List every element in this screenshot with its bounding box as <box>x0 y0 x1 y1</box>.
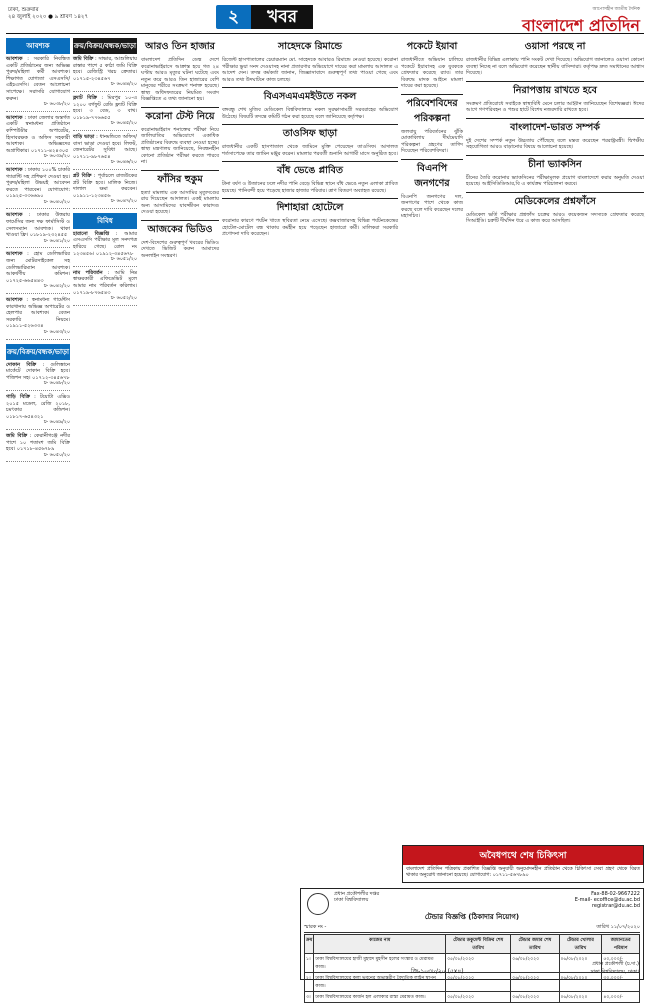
tender-cell-sale: ০৫/০৮/২০২০ <box>446 991 511 1002</box>
article-13 <box>141 170 219 216</box>
article-4 <box>222 124 398 157</box>
article-body: মেডিকেল ভর্তি পরীক্ষার প্রশ্নফাঁস চক্রের আরও কয়েকজন সদস্যকে গ্রেফতার করেছে সিআইডি। চক্রটি দীর্ঘদিন ধরে এ কাজ করে আসছিল। <box>466 211 644 224</box>
classified-ad-body: ধানমন্ডিতে অফিস/বাসা ভাড়া দেওয়া হবে। লিফট, জেনারেটর সুবিধা আছে। ০১৭১১-৯৮৭৬৫৪ <box>73 133 137 160</box>
newspaper-logo <box>522 6 640 40</box>
classifieds-column-2 <box>73 38 137 309</box>
news-column-1 <box>141 38 219 263</box>
tender-org: ঢাকা বিশ্ববিদ্যালয় <box>334 897 369 904</box>
classified-ad-body: সাভার, আশুলিয়ায় রাস্তার পাশে ৫ কাঠা জমি বিক্রি হবে। রেজিস্ট্রি খরচ ক্রেতার। ০১৭১৫-২৩৪৫৬৭ <box>73 56 137 82</box>
ad-number: জি-১০৩৮/২০ (৫x৪) <box>411 968 464 975</box>
article-body: করোনাভাইরাস শনাক্তের পরীক্ষা নিয়ে জালিয়াতির অভিযোগে একাধিক প্রতিষ্ঠানের বিরুদ্ধে ব্যবস্থা নেওয়া হচ্ছে। স্বাস্থ্য মন্ত্রণালয় জানিয়েছে, নিবন্ধনহীন কোনো প্রতিষ্ঠান পরীক্ষা করতে পারবে না। <box>141 126 219 165</box>
classified-ad-body: টয়োটা এক্সিও ২০১৫ মডেল, রেজি ২০১৮, চমৎকার কন্ডিশন। ০১৮১৭-৬৫৪৩২১ <box>6 393 71 420</box>
article-9 <box>466 81 644 114</box>
article-body: দুই দেশের সম্পর্ক নতুন উচ্চতায় পৌঁছেছে বলে মন্তব্য করেছেন পররাষ্ট্রমন্ত্রী। দ্বিপক্ষীয় সহযোগিতা আরও বাড়ানোর বিষয়ে আলোচনা হয়েছে। <box>466 137 644 150</box>
page-label <box>216 5 313 29</box>
article-body: সংক্রমণ প্রতিরোধে সবাইকে স্বাস্থ্যবিধি মেনে চলার আহ্বান জানিয়েছেন বিশেষজ্ঞরা। ঈদের আগে গণপরিবহন ও পশুর হাটে বিশেষ নজরদারি রাখতে হবে। <box>466 100 644 113</box>
classified-ad-code: চ- ৬০৪৮/২০ <box>43 381 70 387</box>
tender-column-header: টেন্ডার জমার শেষ তারিখ <box>511 934 559 953</box>
article-headline: বিএনপি জনগণের <box>401 159 463 192</box>
classified-ad-title: দোকান বিক্রি <box>6 361 37 368</box>
masthead <box>6 4 644 34</box>
tender-head <box>304 891 640 910</box>
news-column-3 <box>401 38 463 224</box>
classified-ad-title: জমি বিক্রি <box>73 56 94 62</box>
tender-cell-deposit: ৫০,০০০/- <box>602 953 640 972</box>
classified-ad-code: চ- ৬০৪৯/২০ <box>43 420 70 426</box>
article-body: বিএনপি জনগণের দল, জনগণের পাশে থেকে কাজ করছে বলে দাবি করেছেন দলের মহাসচিব। <box>401 193 463 219</box>
notice-box <box>402 845 644 883</box>
article-12 <box>466 192 644 225</box>
classified-ad: ফ্ল্যাট বিক্রি : মিরপুর ১০-এ ১২০০ বর্গফুট রেডি ফ্ল্যাট বিক্রি হবে। ৩ বেড, ৩ বাথ। ০১৮১৯-৭৭৬৬৫৫ চ- ৬০৪৫/২০ <box>73 95 137 131</box>
classified-ad-body: আমি নিম্ন স্বাক্ষরকারী এফিডেভিট মূলে আমার নাম পরিবর্তন করিলাম। ০১৭১৯-৮৭৬৫৪৩ <box>73 269 137 296</box>
date-line-2: ২৪ জুলাই ২০২০ ● ৯ শ্রাবণ ১৪২৭ <box>8 14 89 20</box>
tender-ref-no: স্মারক নং - <box>304 923 327 930</box>
classified-ad-title: আবশ্যক <box>6 114 23 121</box>
classified-ad-code: চ- ৬০৪৪/২০ <box>110 82 137 88</box>
classified-ad-body: হোম ডেলিভারির জন্য মোটরসাইকেল সহ ডেলিভারিম্যান আবশ্যক। আকর্ষণীয় কমিশন। ০১৭২৫-৬৬৫৪৪৩ <box>6 251 70 284</box>
classified-ad-title: ফ্ল্যাট বিক্রি <box>73 94 97 101</box>
tender-signature <box>591 961 640 977</box>
tender-cell-sale: ০৫/০৮/২০২০ <box>446 972 511 991</box>
tender-column-header: কাজের নাম <box>314 934 446 953</box>
classifieds-header-b: ক্রয়/বিক্রয়/বন্ধক/ভাড়া <box>73 38 137 54</box>
date-line-1: ঢাকা, শুক্রবার <box>8 7 39 13</box>
classified-ad-title: আবশ্যক <box>6 251 23 258</box>
classified-ad-body: সরকারি নিবন্ধিত একটি প্রতিষ্ঠানের জন্য অভিজ্ঞ পুরুষ/মহিলা কর্মী আবশ্যক। শিক্ষাগত যোগ্যতা এসএসসি/এইচএসসি। বেতন আলোচনা সাপেক্ষে। সরাসরি যোগাযোগ করুন। <box>6 56 70 102</box>
classified-ad: জমি বিক্রি : সাভার, আশুলিয়ায় রাস্তার পাশে ৫ কাঠা জমি বিক্রি হবে। রেজিস্ট্রি খরচ ক্রেতার। ০১৭১৫-২৩৪৫৬৭ চ- ৬০৪৪/২০ <box>73 56 137 92</box>
tender-cell-submit: ০৬/০৮/২০২০ <box>511 972 559 991</box>
classified-ad-code: চ- ৬০৫০/২০ <box>43 452 70 458</box>
article-0 <box>141 40 219 103</box>
table-row <box>305 953 640 972</box>
article-10 <box>466 118 644 151</box>
classified-ad: আবশ্যক : ঢাকার উত্তরায় ফার্মেসির জন্য দক্ষ ফার্মাসিস্ট ও সেলসম্যান আবশ্যক। থাকা খাওয়া ফ্রি। ০১৮১৯-২৩২৪৫৫ চ- ৬০৪১/২০ <box>6 212 70 248</box>
classified-ad: আবশ্যক : সরকারি নিবন্ধিত একটি প্রতিষ্ঠানের জন্য অভিজ্ঞ পুরুষ/মহিলা কর্মী আবশ্যক। শিক্ষাগত যোগ্যতা এসএসসি/এইচএসসি। বেতন আলোচনা সাপেক্ষে। সরাসরি যোগাযোগ করুন। চ- ৬০৩৮/২০ <box>6 56 70 112</box>
classified-ad-body: স্বনামধন্য গার্মেন্টস কারখানায় অভিজ্ঞ অপারেটর ও হেলপার আবশ্যক। বেতন সরকারি নিয়মে। ০১৯১১-৫২৬৩৩৪ <box>6 297 70 330</box>
news-column-2 <box>222 38 398 242</box>
tender-notice <box>300 888 644 1000</box>
article-14 <box>401 94 463 155</box>
classified-ad-code: চ- ৬০৩৮/২০ <box>43 102 70 108</box>
article-2 <box>222 87 398 120</box>
article-headline: সাহেদকে রিমান্ডে <box>278 41 342 52</box>
article-headline: আজকের ভিডিও <box>141 220 219 238</box>
tender-cell-deposit: ৪০,০০০/- <box>602 991 640 1002</box>
article-7 <box>401 40 463 90</box>
tender-cell-no: ২। <box>305 972 314 991</box>
classified-ad-code: চ- ৬০৪০/২০ <box>43 199 70 205</box>
classified-ad-code: চ- ৬০৪১/২০ <box>43 238 70 244</box>
classified-ad: হারানো বিজ্ঞপ্তি : আমার এসএসসি পরীক্ষার মূল সনদপত্র হারিয়ে গেছে। রোল নং ১২৩৪৫৬। ০১৯১২-৩৪৫৬৭৮ চ- ৬০৫১/২০ <box>73 231 137 267</box>
classified-ad-title: আবশ্যক <box>6 56 23 62</box>
article-body: হত্যা মামলায় এক আসামির মৃত্যুদণ্ডের রায় দিয়েছেন আদালত। একই মামলায় অন্য আসামিদের যাবজ্জীবন কারাদণ্ড দেওয়া হয়েছে। <box>141 189 219 215</box>
classified-ad: বাড়ি ভাড়া : ধানমন্ডিতে অফিস/বাসা ভাড়া দেওয়া হবে। লিফট, জেনারেটর সুবিধা আছে। ০১৭১১-৯৮৭৬৫৪ চ- ৬০৪৬/২০ <box>73 134 137 170</box>
article-headline: আরও তিন হাজার <box>145 41 215 52</box>
classified-ad-body: ঢাকার উত্তরায় ফার্মেসির জন্য দক্ষ ফার্মাসিস্ট ও সেলসম্যান আবশ্যক। থাকা খাওয়া ফ্রি। ০১৮১৯-২৩২৪৫৫ <box>6 212 70 239</box>
classified-ad-code: চ- ৬০৫১/২০ <box>110 257 137 263</box>
article-1 <box>222 40 398 83</box>
classifieds-header-a: আবশ্যক <box>6 38 70 54</box>
tender-cell-open: ০৬/০৮/২০২০ <box>559 953 602 972</box>
article-headline: তাওসিফ ছাড়া <box>222 124 398 142</box>
classified-ad-title: আবশ্যক <box>6 166 23 173</box>
news-column-4 <box>466 38 644 229</box>
tender-column-header: ক্রম <box>305 934 314 953</box>
article-headline: বিএসএমএমইউতে নকল <box>222 87 398 105</box>
article-5 <box>222 161 398 194</box>
tender-email-1: E-mail- ecoffice@du.ac.bd <box>574 897 640 904</box>
table-row <box>305 972 640 991</box>
article-body: চীনের তৈরি করোনার ভ্যাকসিনের পরীক্ষামূলক প্রয়োগ বাংলাদেশে করার অনুমতি দেওয়া হয়েছে। আইসিডিডিআর,বি এ কার্যক্রম পরিচালনা করবে। <box>466 174 644 187</box>
signatory-name: প্রধান প্রকৌশলী (চ.দা.) <box>592 961 639 967</box>
article-11 <box>466 155 644 188</box>
tender-cell-no: ৩। <box>305 991 314 1002</box>
classified-ad: জমি বিক্রি : কেরানীগঞ্জে নদীর পাশে ১০ শতাংশ জমি বিক্রি হবে। ০১৭১৮-৪৫৬৭৮৯ চ- ৬০৫০/২০ <box>6 433 70 462</box>
classifieds-header-d: বিবিধ <box>73 213 137 229</box>
classified-ad: আবশ্যক : ঢাকায় ১০০% চাকরি গ্যারান্টি সহ প্রশিক্ষণ দেওয়া হয়। পুরুষ/মহিলা উভয়ই আবেদন করতে পারবেন। যোগাযোগ: ০১৯২৫-৩৩৬৬৯০ চ- ৬০৪০/২০ <box>6 167 70 210</box>
table-row <box>305 991 640 1002</box>
classified-ad-body: মিরপুর ১০-এ ১২০০ বর্গফুট রেডি ফ্ল্যাট বিক্রি হবে। ৩ বেড, ৩ বাথ। ০১৮১৯-৭৭৬৬৫৫ <box>73 94 138 121</box>
tender-fax: Fax-88-02-9667222 <box>591 891 640 897</box>
page-number: ২ <box>216 5 251 29</box>
classified-ad: গাড়ি বিক্রি : টয়োটা এক্সিও ২০১৫ মডেল, রেজি ২০১৮, চমৎকার কন্ডিশন। ০১৮১৭-৬৫৪৩২১ চ- ৬০৪৯/২০ <box>6 394 70 430</box>
notice-title: অবৈধপথে শেষ চিকিৎসা <box>403 846 643 865</box>
article-headline: বাংলাদেশ-ভারত সম্পর্ক <box>466 118 644 136</box>
logo-brand: বাংলাদেশ প্রতিদিন <box>522 16 640 35</box>
tender-cell-name: ঢাকা বিশ্ববিদ্যালয়ের কলা ভবনের অভ্যন্তরীণ বৈদ্যুতিক লাইন স্থাপন কাজ। <box>314 972 446 991</box>
classified-ad-body: আমার এসএসসি পরীক্ষার মূল সনদপত্র হারিয়ে গেছে। রোল নং ১২৩৪৫৬। ০১৯১২-৩৪৫৬৭৮ <box>73 230 137 257</box>
tender-title: টেন্ডার বিজ্ঞপ্তি (ঠিকাদার নিয়োগ) <box>424 912 520 921</box>
article-6 <box>222 198 398 238</box>
tender-cell-open: ০৬/০৮/২০২০ <box>559 972 602 991</box>
tender-cell-open: ০৬/০৮/২০২০ <box>559 991 602 1002</box>
classified-ad: প্লট বিক্রি : পূর্বাচলে রাজউকের প্লট বিক্রি হবে। মালিক নিজে। দালাল ক্ষমা করবেন। ০১৯১১-১২৩৪৫৬ চ- ৬০৪৭/২০ <box>73 173 137 209</box>
tender-ref-date: তারিখ ১১/০৭/২০২০ <box>596 923 640 930</box>
classified-ad: নাম পরিবর্তন : আমি নিম্ন স্বাক্ষরকারী এফিডেভিট মূলে আমার নাম পরিবর্তন করিলাম। ০১৭১৯-৮৭৬৫৪৩ চ- ৬০৫২/২০ <box>73 270 137 306</box>
tender-cell-submit: ০৬/০৮/২০২০ <box>511 953 559 972</box>
tender-cell-name: ঢাকা বিশ্ববিদ্যালয়ের কার্জন হল এলাকার রাস্তা মেরামত কাজ। <box>314 991 446 1002</box>
article-body: রাজধানীতে অভিযান চালিয়ে পকেটে ইয়াবাসহ এক যুবককে গ্রেফতার করেছে র‌্যাব। তার বিরুদ্ধে মাদক আইনে মামলা দায়ের করা হয়েছে। <box>401 57 463 89</box>
classified-ad-code: চ- ৬০৪৬/২০ <box>110 160 137 166</box>
classifieds-column-1 <box>6 38 70 465</box>
classifieds-header-c: ক্রয়/বিক্রয়/বন্ধক/ভাড়া <box>6 344 70 360</box>
article-body: রিজেন্ট হাসপাতালের চেয়ারম্যান মো. সাহেদকে আবারও রিমান্ডে নেওয়া হয়েছে। করোনা পরীক্ষার ভুয়া সনদ দেওয়াসহ নানা প্রতারণার অভিযোগে দায়ের করা মামলায় আদালত এ আদেশ দেন। তদন্ত কর্মকর্তা জানান, জিজ্ঞাসাবাদে গুরুত্বপূর্ণ তথ্য পাওয়া গেছে এবং আরও তথ্য উদঘাটনে কাজ চলছে। <box>222 57 398 83</box>
tender-dept: প্রধান প্রকৌশলীর দপ্তর <box>334 891 380 897</box>
tender-cell-no: ১। <box>305 953 314 972</box>
article-16 <box>141 220 219 260</box>
issue-date <box>8 7 98 21</box>
article-8 <box>466 40 644 77</box>
logo-tagline: আপোসহীন জাতীয় দৈনিক <box>592 7 640 12</box>
article-headline: ফাঁসির হুকুম <box>141 170 219 188</box>
classified-ad-body: পূর্বাচলে রাজউকের প্লট বিক্রি হবে। মালিক নিজে। দালাল ক্ষমা করবেন। ০১৯১১-১২৩৪৫৬ <box>73 172 137 199</box>
classified-ad-code: চ- ৬০৫২/২০ <box>110 296 137 302</box>
article-headline: পকেটে ইয়াবা <box>406 41 458 52</box>
classified-ad-title: জমি বিক্রি <box>6 432 28 439</box>
classified-ad-title: নাম পরিবর্তন <box>73 269 103 276</box>
classified-ad-code: চ- ৬০৪৭/২০ <box>110 199 137 205</box>
article-headline: নিরাপত্তায় রাখতে হবে <box>466 81 644 99</box>
classified-ad: আবশ্যক : ঢাকা জেলার অন্তর্গত একটি স্বনামধন্য প্রতিষ্ঠানে কম্পিউটার অপারেটর, হিসাবরক্ষক ও অফিস সহকারী আবশ্যক। অভিজ্ঞদের অগ্রাধিকার। ০১৭১১-৪২৪৩০৫ চ- ৬০৩৯/২০ <box>6 115 70 164</box>
classified-ad-title: হারানো বিজ্ঞপ্তি <box>73 230 110 237</box>
classified-ad-code: চ- ৬০৪২/২০ <box>43 284 70 290</box>
classified-ad: আবশ্যক : হোম ডেলিভারির জন্য মোটরসাইকেল সহ ডেলিভারিম্যান আবশ্যক। আকর্ষণীয় কমিশন। ০১৭২৫-৬৬৫৪৪৩ চ- ৬০৪২/২০ <box>6 251 70 294</box>
classified-ad-title: আবশ্যক <box>6 212 23 219</box>
article-headline: ওয়াসা পরছে না <box>524 41 586 52</box>
article-15 <box>401 159 463 220</box>
classified-ad-title: প্লট বিক্রি <box>73 172 92 179</box>
article-body: বঙ্গবন্ধু শেখ মুজিব মেডিকেল বিশ্ববিদ্যালয়ে নকল সুরক্ষাসামগ্রী সরবরাহের অভিযোগ উঠেছে। বিষয়টি তদন্তে কমিটি গঠন করা হয়েছে বলে জানিয়েছে কর্তৃপক্ষ। <box>222 107 398 120</box>
classified-ad-body: কেরানীগঞ্জে নদীর পাশে ১০ শতাংশ জমি বিক্রি হবে। ০১৭১৮-৪৫৬৭৮৯ <box>6 432 70 453</box>
article-headline: করোনা টেস্ট নিয়ে <box>141 107 219 125</box>
notice-body: বাংলাদেশ প্রতিদিন পত্রিকায় প্রকাশিত বিজ্ঞপ্তি অনুযায়ী অনুমোদনহীন প্রতিষ্ঠান থেকে চিকিৎসা সেবা গ্রহণ থেকে বিরত থাকার অনুরোধ জানানো হয়েছে। যোগাযোগ: ০১৭১১-৫৬৭৮৯০ <box>406 867 640 879</box>
article-headline: দিশাহারা হোটেলে <box>222 198 398 216</box>
article-body: রাজধানীর একটি হাসপাতাল থেকে জামিনে মুক্তি পেয়েছেন তাওসিফ। আদালত শর্তসাপেক্ষে তার জামিন মঞ্জুর করেন। মামলার পরবর্তী শুনানি আগামী মাসে অনুষ্ঠিত হবে। <box>222 144 398 157</box>
classified-ad-body: গুলিস্তানে মার্কেটে দোকান বিক্রি হবে। পজিশন সহ। ০১৭১২-৩৪৫৬৭৮ <box>6 361 70 381</box>
classified-ad-code: চ- ৬০৪৫/২০ <box>110 121 137 127</box>
article-3 <box>141 107 219 166</box>
classified-ad-title: গাড়ি বিক্রি <box>6 393 30 400</box>
tender-column-header: জামানতের পরিমাণ <box>602 934 640 953</box>
tender-cell-submit: ০৬/০৮/২০২০ <box>511 991 559 1002</box>
tender-column-header: টেন্ডার ডকুমেন্ট বিক্রির শেষ তারিখ <box>446 934 511 953</box>
tender-ref <box>304 924 640 933</box>
tender-column-header: টেন্ডার খোলার তারিখ <box>559 934 602 953</box>
section-name: খবর <box>251 5 313 29</box>
classified-ad-code: চ- ৬০৪৩/২০ <box>43 329 70 335</box>
tender-email-2: registrar@du.ac.bd <box>591 903 640 910</box>
classified-ad-body: ঢাকায় ১০০% চাকরি গ্যারান্টি সহ প্রশিক্ষণ দেওয়া হয়। পুরুষ/মহিলা উভয়ই আবেদন করতে পারবেন। যোগাযোগ: ০১৯২৫-৩৩৬৬৯০ <box>6 166 70 200</box>
classified-ad: আবশ্যক : স্বনামধন্য গার্মেন্টস কারখানায় অভিজ্ঞ অপারেটর ও হেলপার আবশ্যক। বেতন সরকারি নিয়মে। ০১৯১১-৫২৬৩৩৪ চ- ৬০৪৩/২০ <box>6 297 70 340</box>
tender-cell-name: ঢাকা বিশ্ববিদ্যালয়ের হাজী মুহম্মদ মুহসীন হলের সংস্কার ও মেরামত কাজ। <box>314 953 446 972</box>
article-headline: মেডিকেলের প্রশ্নফাঁসে <box>466 192 644 210</box>
article-headline: চীনা ভ্যাকসিন <box>466 155 644 173</box>
article-body: রাজধানীর বিভিন্ন এলাকায় পানি সংকট দেখা দিয়েছে। অভিযোগ জানালেও ওয়াসা কোনো ব্যবস্থা নিচ্ছে না বলে অভিযোগ করেছেন স্থানীয় বাসিন্দারা। কর্তৃপক্ষ দ্রুত সমাধানের আশ্বাস দিয়েছে। <box>466 57 644 76</box>
article-headline: পরিবেশবিদের পরিকল্পনা <box>401 94 463 127</box>
university-seal-icon <box>307 893 329 915</box>
classified-ad-body: ঢাকা জেলার অন্তর্গত একটি স্বনামধন্য প্রতিষ্ঠানে কম্পিউটার অপারেটর, হিসাবরক্ষক ও অফিস সহকারী আবশ্যক। অভিজ্ঞদের অগ্রাধিকার। ০১৭১১-৪২৪৩০৫ <box>6 114 70 154</box>
article-body: দেশ-বিদেশের গুরুত্বপূর্ণ খবরের ভিডিও দেখতে ভিজিট করুন আমাদের অনলাইন সংস্করণ। <box>141 239 219 259</box>
tender-cell-sale: ০৫/০৮/২০২০ <box>446 953 511 972</box>
article-body: বাংলাদেশ প্রতিদিন ডেস্ক দেশে করোনাভাইরাসে আক্রান্ত হয়ে গত ২৪ ঘণ্টায় আরও মৃত্যুর ঘটনা ঘটেছে এবং নতুন করে আরও তিন হাজারের বেশি মানুষের শরীরে সংক্রমণ শনাক্ত হয়েছে। স্বাস্থ্য অধিদফতরের নিয়মিত সংবাদ বিজ্ঞপ্তিতে এ তথ্য জানানো হয়। <box>141 57 219 102</box>
classified-ad: দোকান বিক্রি : গুলিস্তানে মার্কেটে দোকান বিক্রি হবে। পজিশন সহ। ০১৭১২-৩৪৫৬৭৮ চ- ৬০৪৮/২০ <box>6 362 70 391</box>
classified-ad-title: আবশ্যক <box>6 297 23 303</box>
signatory-org: ঢাকা বিশ্ববিদ্যালয়, ঢাকা। <box>590 969 639 975</box>
classified-ad-code: চ- ৬০৩৯/২০ <box>43 154 70 160</box>
article-headline: বাঁধ ভেঙে প্লাবিত <box>222 161 398 179</box>
classified-ad-title: বাড়ি ভাড়া <box>73 133 95 140</box>
article-body: করোনার কারণে পর্যটন খাতে স্থবিরতা নেমে এসেছে। কক্সবাজারসহ বিভিন্ন পর্যটনকেন্দ্রের হোটেল-মোটেল বন্ধ থাকায় কর্মহীন হয়ে পড়েছেন হাজারো কর্মী। মালিকরা সরকারি প্রণোদনা দাবি করেছেন। <box>222 218 398 237</box>
article-body: জলবায়ু পরিবর্তনের ঝুঁকি মোকাবিলায় দীর্ঘমেয়াদি পরিকল্পনা গ্রহণের তাগিদ দিয়েছেন পরিবেশবিদরা। <box>401 128 463 154</box>
article-body: টানা বর্ষণ ও উজানের ঢলে নদীর পানি বেড়ে বিভিন্ন স্থানে বাঁধ ভেঙে নতুন এলাকা প্লাবিত হয়েছে। পানিবন্দী হয়ে পড়েছে হাজার হাজার পরিবার। ত্রাণ বিতরণ অব্যাহত রয়েছে। <box>222 181 398 194</box>
tender-cell-deposit: ৩০,০০০/- <box>602 972 640 991</box>
